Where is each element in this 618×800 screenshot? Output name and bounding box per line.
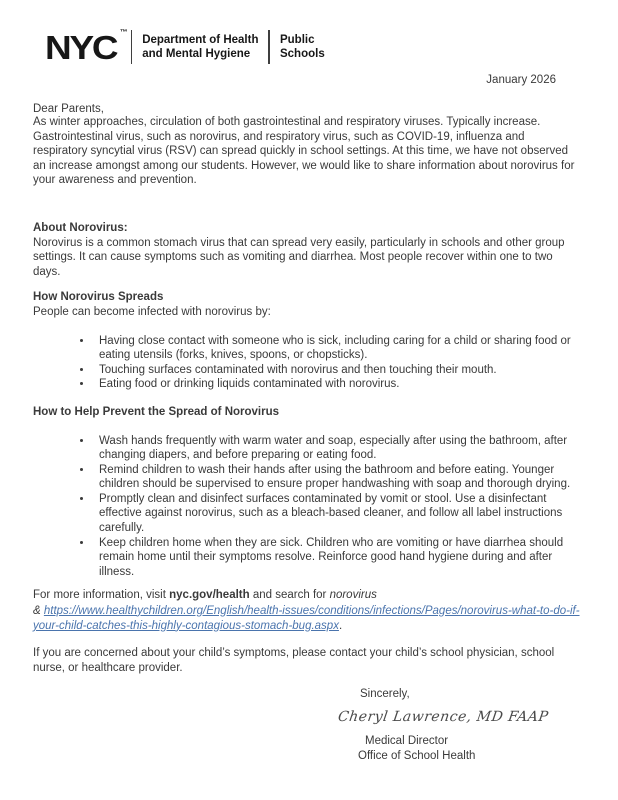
public-schools-line2: Schools	[279, 48, 325, 60]
list-item: • Keep children home when they are sick. Children who are vomiting or have diarrhea should remain home until their symptoms resolve. Reinforce good hand hygiene during and after illness.	[93, 536, 582, 580]
list-item: • Having close contact with someone who is sick, including caring for a child or sharing food or eating utensils (forks, knives, spoons, or chopsticks).	[93, 334, 582, 363]
sincerely-text: Sincerely,	[360, 688, 410, 701]
signer-office: Office of School Health	[358, 750, 476, 763]
ampersand: &	[33, 604, 44, 617]
dept-name	[142, 33, 258, 62]
list-item: • Touching surfaces contaminated with norovirus and then touching their mouth.	[93, 363, 582, 378]
logo-divider	[268, 30, 270, 64]
spreads-bullet-list	[33, 334, 582, 392]
section-how-spreads	[33, 290, 582, 392]
more-info-middle: and search for	[249, 589, 330, 602]
prevent-heading: How to Help Prevent the Spread of Norovirus	[33, 405, 280, 418]
spreads-lead: People can become infected with norovirus by:	[33, 305, 271, 318]
section-about-norovirus	[33, 221, 582, 279]
spreads-heading: How Norovirus Spreads	[33, 291, 164, 304]
healthychildren-link[interactable]: https://www.healthychildren.org/English/health-issues/conditions/infections/Pages/norovirus-what-to-do-if-your-child-catches-this-highly-contagious-stomach-bug.aspx	[33, 604, 580, 632]
signature-handwriting: Cheryl Lawrence, MD FAAP	[336, 709, 550, 726]
prevent-bullet-list	[33, 434, 582, 580]
more-info-paragraph	[33, 588, 582, 634]
signer-title: Medical Director	[365, 735, 449, 748]
list-item: • Wash hands frequently with warm water and soap, especially after using the bathroom, after changing diapers, and before preparing or eating food.	[93, 434, 582, 463]
section-prevent-spread	[33, 405, 582, 580]
nyc-logo	[45, 28, 130, 66]
norovirus-search-term: norovirus	[329, 589, 377, 602]
list-item: • Remind children to wash their hands after using the bathroom and before eating. Younger children should be supervised to ensure proper handwashing with soap and thorough drying.	[93, 463, 582, 492]
header-logo	[45, 30, 582, 64]
public-schools-line1: Public	[279, 33, 315, 46]
concern-paragraph: If you are concerned about your child’s symptoms, please contact your child’s school physician, school nurse, or healthcare provider.	[33, 646, 555, 674]
nyc-logo-text: NYC	[45, 28, 117, 66]
dept-name-line2: and Mental Hygiene	[142, 48, 251, 60]
logo-divider	[131, 30, 133, 64]
public-schools-name	[280, 33, 325, 62]
closing-block	[33, 687, 582, 764]
about-heading: About Norovirus:	[33, 221, 128, 234]
greeting: Dear Parents,	[33, 103, 104, 115]
intro-paragraph: As winter approaches, circulation of both gastrointestinal and respiratory viruses. Typically increase. Gastrointestinal virus, such as norovirus, and respiratory virus, such as COVID-19, influenza and respiratory syncytial virus (RSV) can spread quickly in school settings. At this time, we have not observed an increase amongst among our students. However, we would like to share information about norovirus for your awareness and prevention.	[33, 116, 575, 187]
dept-name-line1: Department of Health	[142, 33, 259, 46]
link-period: .	[338, 619, 343, 632]
trademark-symbol: ™	[119, 28, 128, 36]
more-info-prefix: For more information, visit	[33, 589, 170, 602]
nyc-gov-health-text: nyc.gov/health	[169, 589, 250, 602]
about-body: Norovirus is a common stomach virus that can spread very easily, particularly in schools and other group settings. It can cause symptoms such as vomiting and diarrhea. Most people recover within one to two days.	[33, 236, 565, 278]
list-item: • Eating food or drinking liquids contaminated with norovirus.	[93, 377, 582, 392]
list-item: • Promptly clean and disinfect surfaces contaminated by vomit or stool. Use a disinfectant effective against norovirus, such as a bleach-based cleaner, and follow all label instructions carefully.	[93, 492, 582, 536]
letter-date: January 2026	[486, 74, 556, 86]
